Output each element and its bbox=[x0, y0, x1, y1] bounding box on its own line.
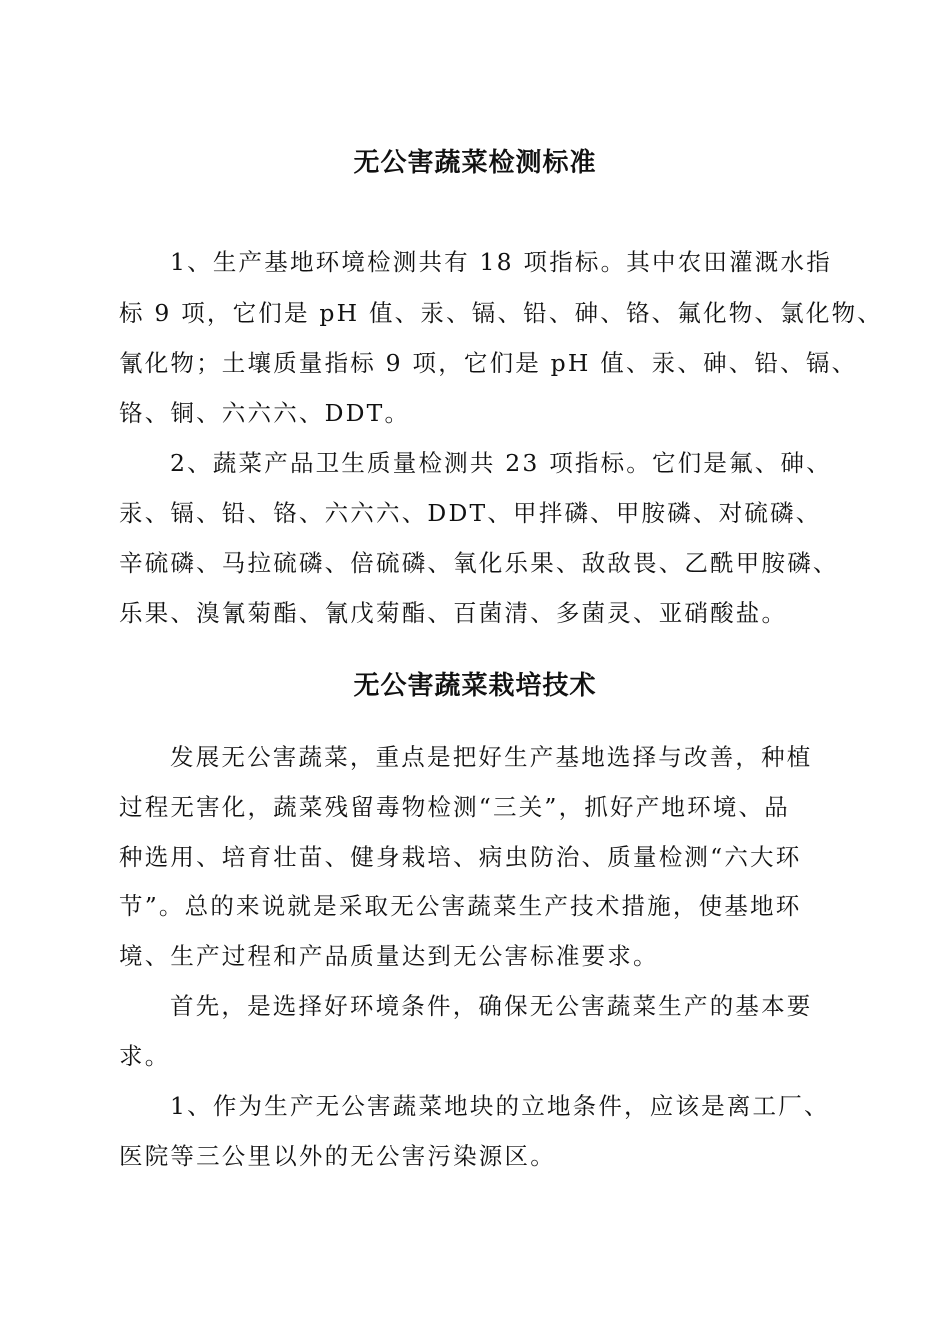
paragraph-line: 过程无害化，蔬菜残留毒物检测“三关”，抓好产地环境、品 bbox=[119, 793, 790, 821]
paragraph-line: 医院等三公里以外的无公害污染源区。 bbox=[119, 1142, 556, 1170]
section-title-cultivation-techniques: 无公害蔬菜栽培技术 bbox=[353, 671, 597, 701]
paragraph-line: 1、生产基地环境检测共有 18 项指标。其中农田灌溉水指 bbox=[170, 248, 832, 276]
paragraph-line: 1、作为生产无公害蔬菜地块的立地条件，应该是离工厂、 bbox=[170, 1092, 830, 1120]
paragraph-line: 铬、铜、六六六、DDT。 bbox=[119, 399, 411, 427]
paragraph-line: 乐果、溴氰菊酯、氰戊菊酯、百菌清、多菌灵、亚硝酸盐。 bbox=[119, 599, 788, 627]
paragraph-line: 辛硫磷、马拉硫磷、倍硫磷、氧化乐果、敌敌畏、乙酰甲胺磷、 bbox=[119, 549, 839, 577]
paragraph-line: 氰化物；土壤质量指标 9 项，它们是 pH 值、汞、砷、铅、镉、 bbox=[119, 349, 858, 377]
paragraph-line: 境、生产过程和产品质量达到无公害标准要求。 bbox=[119, 942, 659, 970]
paragraph-line: 首先，是选择好环境条件，确保无公害蔬菜生产的基本要 bbox=[170, 992, 813, 1020]
paragraph-line: 种选用、培育壮苗、健身栽培、病虫防治、质量检测“六大环 bbox=[119, 843, 802, 871]
paragraph-line: 节”。总的来说就是采取无公害蔬菜生产技术措施，使基地环 bbox=[119, 892, 802, 920]
paragraph-line: 汞、镉、铅、铬、六六六、DDT、甲拌磷、甲胺磷、对硫磷、 bbox=[119, 499, 822, 527]
section-title-testing-standards: 无公害蔬菜检测标准 bbox=[353, 148, 597, 178]
paragraph-line: 标 9 项，它们是 pH 值、汞、镉、铅、砷、铬、氟化物、氯化物、 bbox=[119, 299, 883, 327]
paragraph-line: 发展无公害蔬菜，重点是把好生产基地选择与改善，种植 bbox=[170, 743, 813, 771]
paragraph-line: 求。 bbox=[119, 1042, 171, 1070]
paragraph-line: 2、蔬菜产品卫生质量检测共 23 项指标。它们是氟、砷、 bbox=[170, 449, 832, 477]
